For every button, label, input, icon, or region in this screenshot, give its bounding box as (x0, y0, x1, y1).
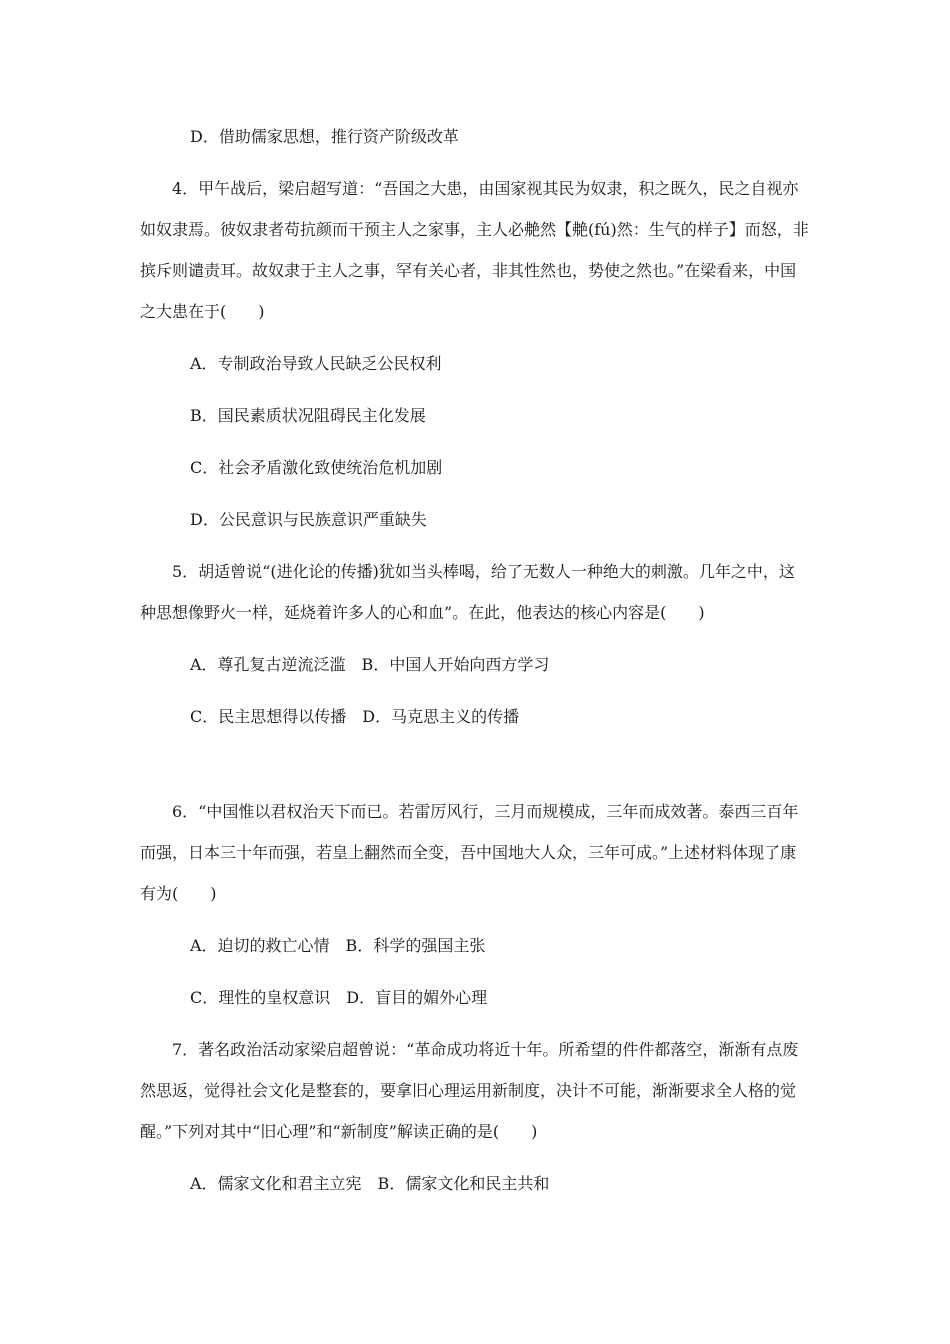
q4-stem-line-1: 4．甲午战后，梁启超写道：“吾国之大患，由国家视其民为奴隶，积之既久，民之自视亦 (172, 179, 799, 198)
q4-stem-line-3: 摈斥则谴责耳。故奴隶于主人之事，罕有关心者，非其性然也，势使之然也。”在梁看来，中国 (140, 261, 797, 280)
q6-stem-line-1: 6．“中国惟以君权治天下而已。若雷厉风行，三月而规模成，三年而成效著。泰西三百年 (172, 802, 799, 821)
q6-stem-line-2: 而强，日本三十年而强，若皇上翻然而全变，吾中国地大人众，三年可成。”上述材料体现了康 (140, 843, 797, 862)
q7-stem-line-3: 醒。”下列对其中“旧心理”和“新制度”解读正确的是( ) (140, 1122, 538, 1141)
q5-options-ab: A．尊孔复古逆流泛滥 B．中国人开始向西方学习 (190, 655, 550, 674)
q4-stem-line-4: 之大患在于( ) (140, 302, 265, 321)
q5-stem-line-2: 种思想像野火一样，延烧着许多人的心和血”。在此，他表达的核心内容是( ) (140, 603, 705, 622)
q7-stem-line-1: 7．著名政治活动家梁启超曾说：“革命成功将近十年。所希望的件件都落空，渐渐有点废 (172, 1040, 799, 1059)
q4-option-d: D．公民意识与民族意识严重缺失 (190, 510, 427, 529)
q6-options-cd: C．理性的皇权意识 D．盲目的媚外心理 (190, 988, 488, 1007)
q6-options-ab: A．迫切的救亡心情 B．科学的强国主张 (190, 936, 486, 955)
q4-option-b: B．国民素质状况阻碍民主化发展 (190, 406, 426, 425)
q7-stem-line-2: 然思返，觉得社会文化是整套的，要拿旧心理运用新制度，决计不可能，渐渐要求全人格的觉 (140, 1081, 797, 1100)
q4-stem-line-2: 如奴隶焉。彼奴隶者苟抗颜而干预主人之家事，主人必艴然【艴(fú)然：生气的样子】而怒，非 (140, 220, 809, 239)
q4-option-c: C．社会矛盾激化致使统治危机加剧 (190, 458, 443, 477)
q5-stem-line-1: 5．胡适曾说“(进化论的传播)犹如当头棒喝，给了无数人一种绝大的刺激。几年之中，这 (172, 562, 795, 581)
q5-options-cd: C．民主思想得以传播 D．马克思主义的传播 (190, 707, 520, 726)
q4-option-a: A．专制政治导致人民缺乏公民权利 (190, 354, 442, 373)
q7-options-ab: A．儒家文化和君主立宪 B．儒家文化和民主共和 (190, 1174, 550, 1193)
q3-option-d: D．借助儒家思想，推行资产阶级改革 (190, 127, 459, 146)
q6-stem-line-3: 有为( ) (140, 884, 217, 903)
